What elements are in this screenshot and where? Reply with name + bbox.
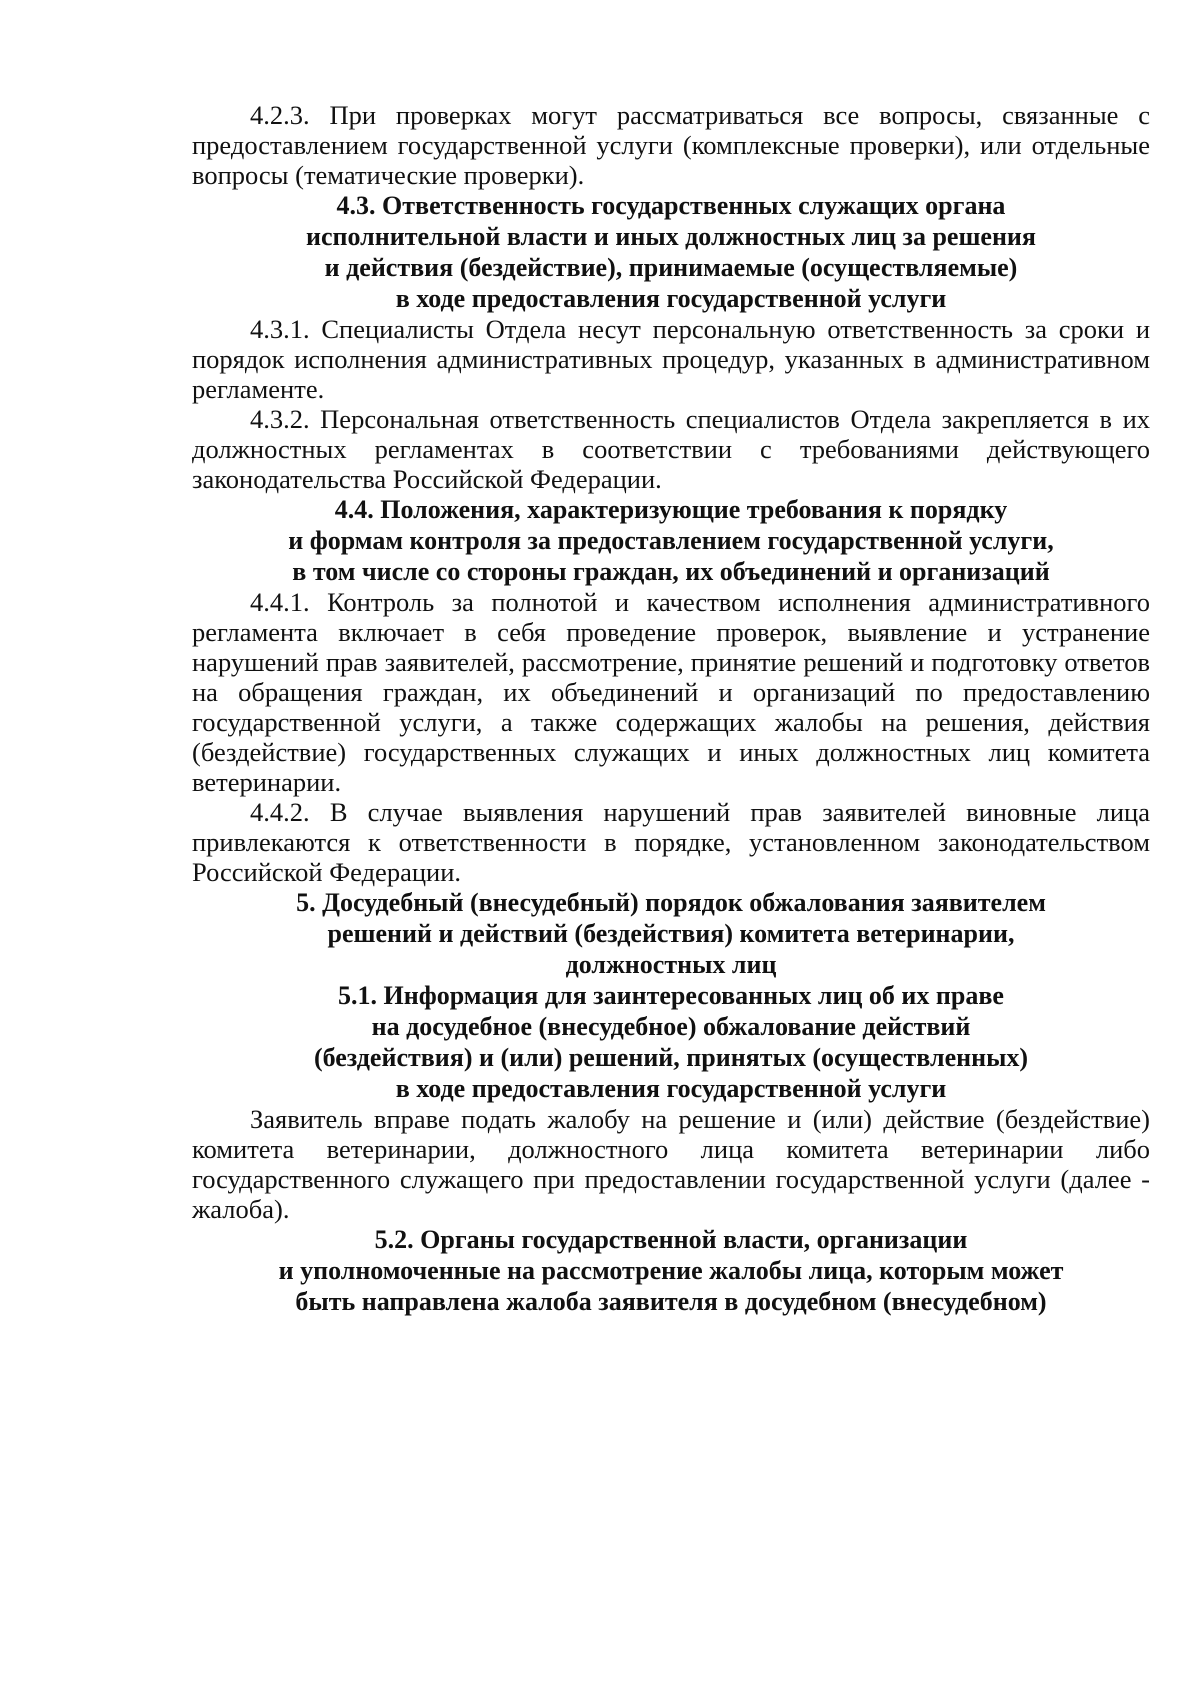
heading-line: быть направлена жалоба заявителя в досудебном (внесудебном) (295, 1287, 1047, 1316)
heading-line: в том числе со стороны граждан, их объединений и организаций (292, 557, 1050, 586)
heading-line: в ходе предоставления государственной услуги (395, 1074, 947, 1103)
heading-5-1 (192, 980, 1150, 1104)
heading-line: (бездействия) и (или) решений, принятых (осуществленных) (313, 1043, 1029, 1072)
heading-4-3 (192, 190, 1150, 314)
paragraph-4-2-3: 4.2.3. При проверках могут рассматриваться все вопросы, связанные с предоставлением государственной услуги (комплексные проверки), или отдельные вопросы (тематические проверки). (192, 100, 1150, 190)
heading-line: 4.4. Положения, характеризующие требования к порядку (334, 495, 1008, 524)
heading-line: должностных лиц (565, 950, 777, 979)
paragraph-4-4-2: 4.4.2. В случае выявления нарушений прав заявителей виновные лица привлекаются к ответственности в порядке, установленном законодательством Российской Федерации. (192, 797, 1150, 887)
paragraph-4-4-1: 4.4.1. Контроль за полнотой и качеством исполнения административного регламента включает в себя проведение проверок, выявление и устранение нарушений прав заявителей, рассмотрение, принятие решений и подготовку ответов на обращения граждан, их объединений и организаций по предоставлению государственной услуги, а также содержащих жалобы на решения, действия (бездействие) государственных служащих и иных должностных лиц комитета ветеринарии. (192, 587, 1150, 797)
heading-line: 5.2. Органы государственной власти, организации (374, 1225, 968, 1254)
heading-line: 5.1. Информация для заинтересованных лиц об их праве (338, 981, 1004, 1010)
paragraph-4-3-1: 4.3.1. Специалисты Отдела несут персональную ответственность за сроки и порядок исполнения административных процедур, указанных в административном регламенте. (192, 314, 1150, 404)
heading-line: на досудебное (внесудебное) обжалование действий (371, 1012, 971, 1041)
heading-line: в ходе предоставления государственной услуги (395, 284, 947, 313)
paragraph-5-1: Заявитель вправе подать жалобу на решение и (или) действие (бездействие) комитета ветеринарии, должностного лица комитета ветеринарии либо государственного служащего при предоставлении государственной услуги (далее - жалоба). (192, 1104, 1150, 1224)
heading-line: и уполномоченные на рассмотрение жалобы лица, которым может (278, 1256, 1064, 1285)
heading-5-2 (192, 1224, 1150, 1317)
heading-line: решений и действий (бездействия) комитета ветеринарии, (327, 919, 1015, 948)
paragraph-4-3-2: 4.3.2. Персональная ответственность специалистов Отдела закрепляется в их должностных регламентах в соответствии с требованиями действующего законодательства Российской Федерации. (192, 404, 1150, 494)
heading-5 (192, 887, 1150, 980)
heading-line: 4.3. Ответственность государственных служащих органа (336, 191, 1006, 220)
heading-line: и формам контроля за предоставлением государственной услуги, (288, 526, 1054, 555)
heading-line: 5. Досудебный (внесудебный) порядок обжалования заявителем (296, 888, 1046, 917)
heading-line: исполнительной власти и иных должностных лиц за решения (306, 222, 1036, 251)
document-page (192, 100, 1150, 1317)
heading-4-4 (192, 494, 1150, 587)
heading-line: и действия (бездействие), принимаемые (осуществляемые) (324, 253, 1018, 282)
